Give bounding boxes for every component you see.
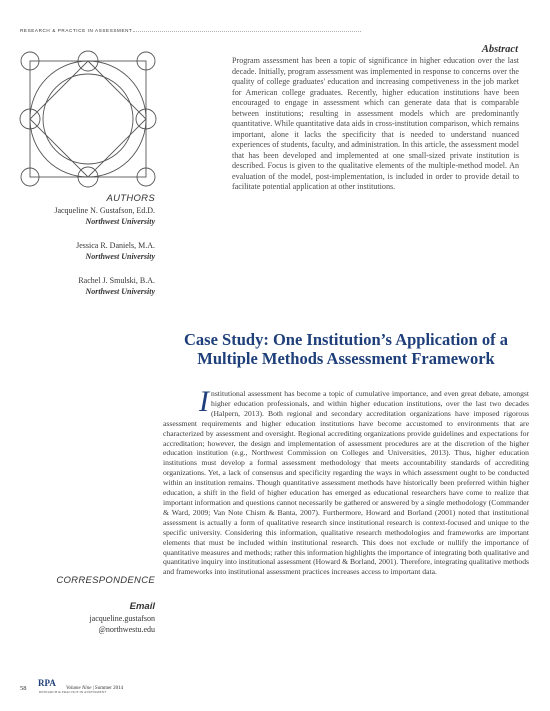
author-affiliation: Northwest University — [85, 286, 155, 296]
header-rule — [133, 31, 361, 32]
email-address-line-2[interactable]: @northwestu.edu — [98, 625, 155, 634]
running-header: RESEARCH & PRACTICE IN ASSESSMENT — [20, 28, 133, 33]
authors-list — [10, 206, 155, 311]
drop-cap: I — [199, 385, 209, 418]
abstract-heading: Abstract — [481, 44, 518, 55]
volume-date: | Summer 2014 — [91, 686, 124, 691]
author-name: Rachel J. Smulski, B.A. — [78, 276, 155, 285]
rpa-logo: RPA — [38, 678, 56, 688]
email-label: Email — [129, 601, 155, 612]
article-body — [163, 385, 529, 577]
email-address-line-1[interactable]: jacqueline.gustafson — [89, 614, 155, 623]
correspondence-heading: CORRESPONDENCE — [56, 575, 155, 586]
abstract-text: Program assessment has been a topic of significance in higher education over the last decade. Initially, program assessment was implemented in response to concerns over the quality of college graduates' education and increasing competiveness in the job market for American college graduates. Recently, higher education institutions have been encouraged to engage in assessment which can generate data that is comparable between institutions; resulting in assessment models which are predominantly quantitative. While quantitative data aids in cross-institution comparison, which remains important, alone it lacks the specificity that is needed to understand nuanced experiences of students, faculty, and administration. In this article, the assessment model that has been developed and implemented at one small-sized private institution is described. Focus is given to the qualitative elements of the multiple-method model. An evaluation of the model, post-implementation, is included in order to provide detail to facilitate potential application at other institutions. — [232, 56, 519, 191]
author-entry — [10, 241, 155, 262]
author-name: Jacqueline N. Gustafson, Ed.D. — [54, 206, 155, 215]
author-affiliation: Northwest University — [85, 251, 155, 261]
article-title: Case Study: One Institution’s Application of a Multiple Methods Assessment Framework — [184, 330, 508, 368]
volume-info — [66, 686, 123, 691]
geometric-circles-emblem-icon — [18, 49, 158, 189]
rpa-logo-subtext: RESEARCH & PRACTICE IN ASSESSMENT — [39, 690, 107, 694]
volume-label: Volume Nine — [66, 686, 92, 691]
author-affiliation: Northwest University — [85, 216, 155, 226]
author-name: Jessica R. Daniels, M.A. — [76, 241, 155, 250]
authors-heading: AUTHORS — [106, 193, 155, 204]
article-body-text: nstitutional assessment has become a topic of cumulative importance, and even great debate, amongst higher education professionals, and within higher education institutions, over the last two decades (Halpern, 2013). Both regional and secondary accreditation organizations have imposed rigorous assessment requirements and higher education institutions have become accustomed to environments that are characterized by assessment and oversight. Regional accrediting organizations provide guidelines and expectations for accreditation; however, the design and implementation of assessment procedures are at the discretion of the higher education institution (e.g., Northwest Commission on Colleges and Universities, 2013). Thus, higher education institutions must develop a formal assessment methodology that meets accountability standards of accrediting organizations. Yet, a lack of consensus and specificity regarding the ways in which assessment ought to be conducted within an institution remains. Though quantitative assessment methods have historically been preferred within higher education, a shift in the field of higher education has emerged as educational researchers have come to realize that important information and questions cannot necessarily be gathered or answered by a single methodology (Commander & Ward, 2009; Van Note Chism & Banta, 2007). Furthermore, Howard and Borland (2001) noted that institutional assessment is actually a form of qualitative research since institutional research is context-focused and unique to the specific university. Considering this information, qualitative research methodologies and frameworks are important elements that must be included within institutional research. This does not exclude or nullify the importance of quantitative measures and methods; rather this information highlights the importance of integrating both qualitative and quantitative inquiry into institutional assessment (Howard & Borland, 2001). Therefore, integrating qualitative methods and frameworks into institutional assessment practices increases access to important data. — [163, 389, 529, 577]
page-number: 58 — [20, 685, 27, 692]
author-entry — [10, 206, 155, 227]
author-entry — [10, 276, 155, 297]
